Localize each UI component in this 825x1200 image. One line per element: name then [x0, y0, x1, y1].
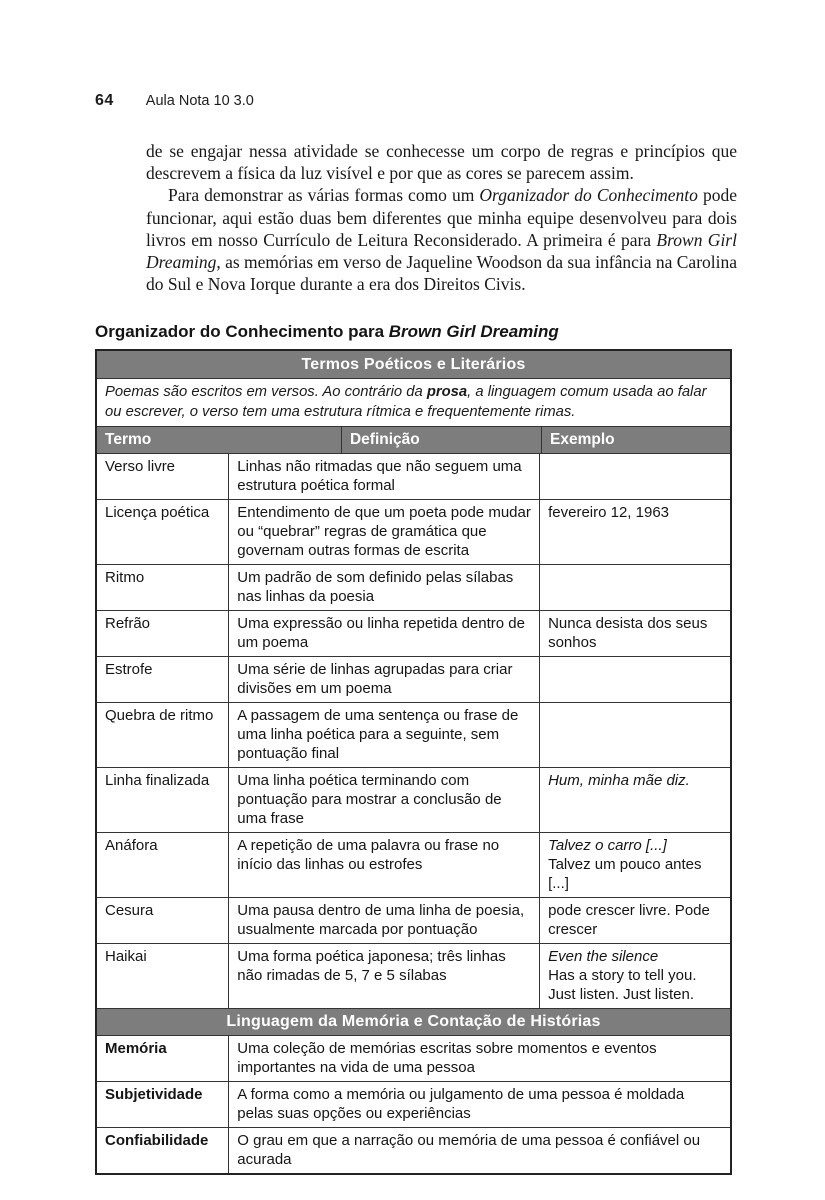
column-header-example: Exemplo — [549, 431, 615, 448]
table-row — [97, 768, 730, 833]
example-cell: fevereiro 12, 1963 — [548, 504, 670, 521]
knowledge-organizer-table — [95, 349, 732, 1175]
example-cell: Even the silence Has a story to tell you. Just listen. Just listen. — [548, 948, 697, 1003]
definition-cell: Linhas não ritmadas que não seguem uma estrutura poética formal — [229, 454, 540, 499]
term-cell: Ritmo — [97, 565, 229, 610]
paragraph-2: Para demonstrar as várias formas como um Organizador do Conhecimento pode funcionar, aqui estão duas bem diferentes que minha equipe desenvolveu para dois livros em nosso Currículo de Leitura Reconsiderado. A primeira é para Brown Girl Dreaming, as memórias em verso de Jaqueline Woodson da sua infância na Carolina do Sul e Nova Iorque durante a era dos Direitos Civis. — [146, 185, 738, 295]
page-number: 64 — [95, 92, 114, 109]
example-cell: pode crescer livre. Pode crescer — [548, 902, 710, 938]
section-header-poetic-terms: Termos Poéticos e Literários — [97, 351, 730, 379]
term-cell: Haikai — [97, 944, 229, 1008]
term-cell: Confiabilidade — [97, 1128, 229, 1173]
definition-cell: A forma como a memória ou julgamento de uma pessoa é moldada pelas suas opções ou experiências — [237, 1086, 685, 1122]
definition-cell: Uma série de linhas agrupadas para criar divisões em um poema — [229, 657, 540, 702]
table-row — [97, 833, 730, 898]
term-cell: Refrão — [97, 611, 229, 656]
term-cell: Cesura — [97, 898, 229, 943]
definition-cell: A repetição de uma palavra ou frase no início das linhas ou estrofes — [229, 833, 540, 897]
example-cell — [540, 657, 730, 702]
term-cell: Anáfora — [97, 833, 229, 897]
body-text — [146, 140, 737, 295]
intro-text: Poemas são escritos em versos. Ao contrário da prosa, a linguagem comum usada ao falar ou escrever, o verso tem uma estrutura rítmica e frequentemente rimas. — [105, 384, 707, 420]
italic-run: Organizador do Conhecimento — [479, 185, 698, 206]
section-header-memory-language: Linguagem da Memória e Contação de Histórias — [97, 1009, 730, 1036]
table-row — [97, 657, 730, 703]
definition-cell: Uma pausa dentro de uma linha de poesia, usualmente marcada por pontuação — [229, 898, 540, 943]
table-row — [97, 944, 730, 1009]
definition-cell: O grau em que a narração ou memória de uma pessoa é confiável ou acurada — [237, 1132, 701, 1168]
definition-cell: Uma coleção de memórias escritas sobre momentos e eventos importantes na vida de uma pessoa — [237, 1040, 657, 1076]
example-cell: Hum, minha mãe diz. — [548, 772, 690, 789]
example-cell — [540, 565, 730, 610]
definition-cell: Entendimento de que um poeta pode mudar ou “quebrar” regras de gramática que governam outras formas de escrita — [229, 500, 540, 564]
example-cell — [540, 703, 730, 767]
term-cell: Subjetividade — [97, 1082, 229, 1127]
column-header-definition: Definição — [342, 427, 542, 453]
running-head — [95, 92, 254, 110]
table-row — [97, 703, 730, 768]
term-cell: Licença poética — [97, 500, 229, 564]
definition-cell: Uma forma poética japonesa; três linhas não rimadas de 5, 7 e 5 sílabas — [229, 944, 540, 1008]
term-cell: Quebra de ritmo — [97, 703, 229, 767]
example-cell — [540, 454, 730, 499]
book-title-italic: Brown Girl Dreaming — [388, 322, 559, 341]
column-header-row — [97, 427, 730, 454]
table-row — [97, 898, 730, 944]
table-row — [97, 611, 730, 657]
term-cell: Memória — [97, 1036, 229, 1081]
example-cell: Talvez o carro [...] Talvez um pouco antes [...] — [548, 837, 702, 892]
column-header-term: Termo — [97, 427, 342, 453]
table-intro-row — [97, 379, 730, 427]
term-cell: Verso livre — [97, 454, 229, 499]
bold-italic-run: prosa — [426, 384, 468, 400]
table-row — [97, 1082, 730, 1128]
table-row — [97, 1036, 730, 1082]
paragraph-1: de se engajar nessa atividade se conhecesse um corpo de regras e princípios que descrevem a física da luz visível e por que as cores se parecem assim. — [146, 141, 737, 184]
organizer-heading: Organizador do Conhecimento para Brown Girl Dreaming — [95, 322, 559, 341]
term-cell: Linha finalizada — [97, 768, 229, 832]
definition-cell: Um padrão de som definido pelas sílabas nas linhas da poesia — [229, 565, 540, 610]
term-cell: Estrofe — [97, 657, 229, 702]
table-row — [97, 500, 730, 565]
book-title-italic: Brown Girl Dreaming — [146, 229, 737, 273]
definition-cell: A passagem de uma sentença ou frase de uma linha poética para a seguinte, sem pontuação final — [229, 703, 540, 767]
example-cell: Nunca desista dos seus sonhos — [548, 615, 708, 651]
running-title: Aula Nota 10 3.0 — [145, 93, 254, 109]
definition-cell: Uma expressão ou linha repetida dentro de um poema — [229, 611, 540, 656]
table-row — [97, 454, 730, 500]
table-row — [97, 1128, 730, 1173]
table-row — [97, 565, 730, 611]
definition-cell: Uma linha poética terminando com pontuação para mostrar a conclusão de uma frase — [229, 768, 540, 832]
